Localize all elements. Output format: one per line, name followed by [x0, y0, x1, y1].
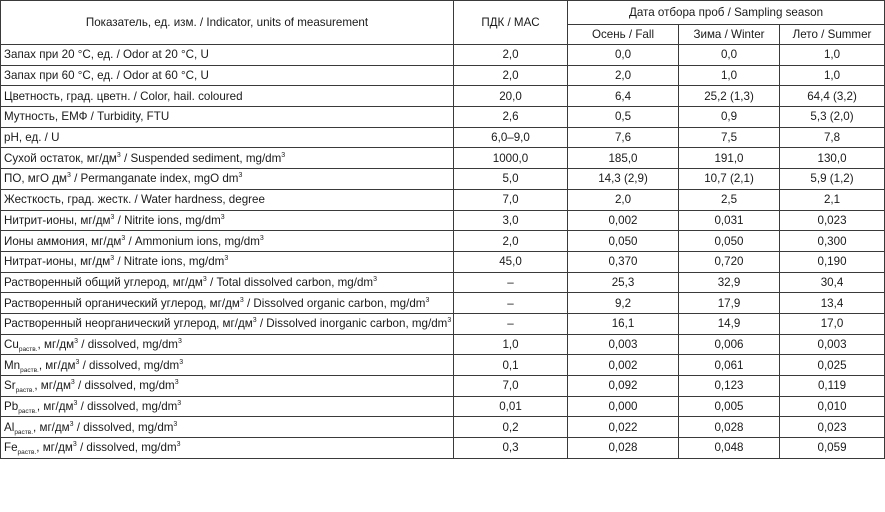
mac-value: 0,01: [454, 396, 568, 417]
indicator-superscript: 3: [173, 420, 178, 428]
mac-value: 0,2: [454, 417, 568, 438]
mac-value: 6,0–9,0: [454, 127, 568, 148]
indicator-cell: [1, 210, 454, 231]
table-row: [1, 45, 885, 66]
indicator-text: / dissolved, mg/dm: [73, 420, 174, 434]
indicator-text: Запах при 60 °C, ед. / Odor at 60 °C, U: [4, 69, 209, 83]
indicator-superscript: 3: [179, 358, 184, 366]
indicator-text: / Dissolved organic carbon, mg/dm: [243, 296, 426, 310]
indicator-text: / dissolved, mg/dm: [74, 379, 175, 393]
table-body: [1, 45, 885, 459]
indicator-text: Нитрит-ионы, мг/дм: [4, 213, 111, 227]
summer-value: 64,4 (3,2): [780, 86, 885, 107]
indicator-text: / dissolved, mg/dm: [79, 358, 180, 372]
winter-value: 0,123: [679, 376, 780, 397]
mac-value: 3,0: [454, 210, 568, 231]
indicator-superscript: 3: [176, 441, 181, 449]
summer-value: 5,3 (2,0): [780, 107, 885, 128]
fall-value: 0,000: [568, 396, 679, 417]
indicator-cell: [1, 272, 454, 293]
header-mac: ПДК / MAC: [454, 1, 568, 45]
table-row: [1, 355, 885, 376]
indicator-superscript: 3: [69, 420, 74, 428]
indicator-cell: [1, 231, 454, 252]
table-row: [1, 438, 885, 459]
fall-value: 2,0: [568, 189, 679, 210]
indicator-cell: [1, 169, 454, 190]
indicator-text: / Dissolved inorganic carbon, mg/dm: [256, 317, 448, 331]
indicator-cell: [1, 45, 454, 66]
winter-value: 0,0: [679, 45, 780, 66]
indicator-superscript: 3: [66, 172, 71, 180]
indicator-cell: [1, 334, 454, 355]
winter-value: 0,061: [679, 355, 780, 376]
indicator-text: / dissolved, mg/dm: [76, 441, 177, 455]
table-row: [1, 231, 885, 252]
table-row: [1, 251, 885, 272]
table-row: [1, 272, 885, 293]
summer-value: 0,003: [780, 334, 885, 355]
indicator-text: / Permanganate index, mgO dm: [70, 172, 239, 186]
summer-value: 0,023: [780, 417, 885, 438]
table-row: [1, 376, 885, 397]
header-sampling-season: Дата отбора проб / Sampling season: [568, 1, 885, 25]
indicator-text: , мг/дм: [36, 400, 74, 414]
table-row: [1, 65, 885, 86]
table-row: [1, 127, 885, 148]
indicator-superscript: 3: [447, 317, 452, 325]
summer-value: 17,0: [780, 313, 885, 334]
indicator-cell: [1, 376, 454, 397]
winter-value: 0,028: [679, 417, 780, 438]
fall-value: 2,0: [568, 65, 679, 86]
indicator-superscript: 3: [281, 151, 286, 159]
fall-value: 185,0: [568, 148, 679, 169]
indicator-superscript: 3: [72, 441, 77, 449]
indicator-text: Cu: [4, 337, 19, 351]
indicator-text: , мг/дм: [36, 441, 73, 455]
indicator-superscript: 3: [74, 337, 79, 345]
fall-value: 0,0: [568, 45, 679, 66]
mac-value: 20,0: [454, 86, 568, 107]
winter-value: 191,0: [679, 148, 780, 169]
summer-value: 30,4: [780, 272, 885, 293]
indicator-superscript: 3: [75, 358, 80, 366]
indicator-text: / Nitrate ions, mg/dm: [114, 255, 225, 269]
indicator-superscript: 3: [177, 337, 182, 345]
summer-value: 0,059: [780, 438, 885, 459]
indicator-text: ПО, мгО дм: [4, 172, 67, 186]
mac-value: 1000,0: [454, 148, 568, 169]
mac-value: 45,0: [454, 251, 568, 272]
indicator-subscript: раств.: [18, 345, 38, 353]
indicator-superscript: 3: [373, 275, 377, 283]
summer-value: 5,9 (1,2): [780, 169, 885, 190]
mac-value: 7,0: [454, 376, 568, 397]
indicator-cell: [1, 438, 454, 459]
winter-value: 0,050: [679, 231, 780, 252]
indicator-text: Мутность, ЕМФ / Turbidity, FTU: [4, 110, 170, 124]
summer-value: 2,1: [780, 189, 885, 210]
summer-value: 0,023: [780, 210, 885, 231]
indicator-text: Pb: [4, 400, 19, 414]
indicator-text: Нитрат-ионы, мг/дм: [4, 255, 111, 269]
mac-value: 0,3: [454, 438, 568, 459]
indicator-superscript: 3: [177, 400, 182, 408]
indicator-subscript: раств.: [15, 387, 35, 395]
indicator-text: Mn: [4, 358, 21, 372]
summer-value: 0,010: [780, 396, 885, 417]
indicator-superscript: 3: [224, 255, 229, 263]
winter-value: 0,006: [679, 334, 780, 355]
indicator-superscript: 3: [73, 400, 78, 408]
summer-value: 0,300: [780, 231, 885, 252]
winter-value: 17,9: [679, 293, 780, 314]
indicator-cell: [1, 396, 454, 417]
summer-value: 13,4: [780, 293, 885, 314]
indicator-text: , мг/дм: [33, 420, 70, 434]
summer-value: 0,025: [780, 355, 885, 376]
winter-value: 32,9: [679, 272, 780, 293]
indicator-cell: [1, 417, 454, 438]
indicator-text: , мг/дм: [37, 337, 75, 351]
fall-value: 0,022: [568, 417, 679, 438]
winter-value: 10,7 (2,1): [679, 169, 780, 190]
table-row: [1, 210, 885, 231]
mac-value: 2,0: [454, 231, 568, 252]
winter-value: 0,048: [679, 438, 780, 459]
fall-value: 9,2: [568, 293, 679, 314]
table-row: [1, 189, 885, 210]
indicator-cell: [1, 65, 454, 86]
mac-value: 1,0: [454, 334, 568, 355]
table-row: [1, 169, 885, 190]
indicator-text: Запах при 20 °C, ед. / Odor at 20 °C, U: [4, 48, 209, 62]
indicator-cell: [1, 251, 454, 272]
indicator-superscript: 3: [110, 255, 115, 263]
header-winter: Зима / Winter: [679, 25, 780, 45]
indicator-superscript: 3: [252, 317, 257, 325]
table-row: [1, 86, 885, 107]
mac-value: 5,0: [454, 169, 568, 190]
summer-value: 7,8: [780, 127, 885, 148]
indicator-cell: [1, 293, 454, 314]
mac-value: –: [454, 313, 568, 334]
indicator-superscript: 3: [110, 213, 115, 221]
indicator-superscript: 3: [174, 379, 179, 387]
indicator-text: / Nitrite ions, mg/dm: [114, 213, 221, 227]
fall-value: 14,3 (2,9): [568, 169, 679, 190]
table-row: [1, 313, 885, 334]
fall-value: 0,370: [568, 251, 679, 272]
indicator-text: Растворенный органический углерод, мг/дм: [4, 296, 240, 310]
table-row: [1, 417, 885, 438]
mac-value: 2,0: [454, 65, 568, 86]
indicator-superscript: 3: [116, 151, 121, 159]
table-row: [1, 396, 885, 417]
indicator-cell: [1, 355, 454, 376]
indicator-superscript: 3: [239, 296, 244, 304]
fall-value: 0,050: [568, 231, 679, 252]
fall-value: 7,6: [568, 127, 679, 148]
indicator-text: Al: [4, 420, 15, 434]
indicator-superscript: 3: [425, 296, 430, 304]
indicator-text: Цветность, град. цветн. / Color, hail. coloured: [4, 89, 243, 103]
indicator-text: Fe: [4, 441, 18, 455]
indicator-text: , мг/дм: [34, 379, 71, 393]
indicator-text: Растворенный неорганический углерод, мг/дм: [4, 317, 253, 331]
indicator-text: / Total dissolved carbon, mg/dm: [206, 275, 374, 289]
winter-value: 14,9: [679, 313, 780, 334]
indicator-text: Ионы аммония, мг/дм: [4, 234, 122, 248]
indicator-cell: [1, 107, 454, 128]
indicator-superscript: 3: [70, 379, 75, 387]
header-indicator: Показатель, ед. изм. / Indicator, units of measurement: [1, 1, 454, 45]
indicator-subscript: раств.: [14, 428, 34, 436]
header-fall: Осень / Fall: [568, 25, 679, 45]
mac-value: 2,6: [454, 107, 568, 128]
indicator-text: Sr: [4, 379, 16, 393]
fall-value: 0,092: [568, 376, 679, 397]
indicator-subscript: раств.: [18, 408, 37, 416]
summer-value: 1,0: [780, 65, 885, 86]
indicator-text: / Ammonium ions, mg/dm: [125, 234, 260, 248]
indicator-text: / Suspended sediment, mg/dm: [120, 151, 282, 165]
fall-value: 6,4: [568, 86, 679, 107]
indicator-cell: [1, 127, 454, 148]
fall-value: 0,028: [568, 438, 679, 459]
mac-value: –: [454, 293, 568, 314]
mac-value: 2,0: [454, 45, 568, 66]
fall-value: 0,5: [568, 107, 679, 128]
fall-value: 0,002: [568, 210, 679, 231]
table-row: [1, 293, 885, 314]
indicator-superscript: 3: [259, 234, 264, 242]
indicator-superscript: 3: [121, 234, 126, 242]
fall-value: 0,003: [568, 334, 679, 355]
indicator-text: pH, ед. / U: [4, 131, 60, 145]
fall-value: 25,3: [568, 272, 679, 293]
table-row: [1, 107, 885, 128]
header-summer: Лето / Summer: [780, 25, 885, 45]
table-row: [1, 148, 885, 169]
mac-value: 0,1: [454, 355, 568, 376]
indicator-text: Растворенный общий углерод, мг/дм: [4, 275, 203, 289]
indicator-subscript: раств.: [17, 449, 37, 457]
winter-value: 0,720: [679, 251, 780, 272]
mac-value: –: [454, 272, 568, 293]
winter-value: 1,0: [679, 65, 780, 86]
indicator-text: / dissolved, mg/dm: [77, 400, 178, 414]
indicator-cell: [1, 189, 454, 210]
mac-value: 7,0: [454, 189, 568, 210]
indicator-cell: [1, 148, 454, 169]
winter-value: 0,005: [679, 396, 780, 417]
winter-value: 7,5: [679, 127, 780, 148]
fall-value: 16,1: [568, 313, 679, 334]
winter-value: 2,5: [679, 189, 780, 210]
indicator-superscript: 3: [238, 172, 243, 180]
indicator-cell: [1, 86, 454, 107]
indicator-subscript: раств.: [20, 366, 39, 374]
indicator-cell: [1, 313, 454, 334]
winter-value: 25,2 (1,3): [679, 86, 780, 107]
summer-value: 130,0: [780, 148, 885, 169]
table-row: [1, 334, 885, 355]
indicator-text: , мг/дм: [38, 358, 76, 372]
summer-value: 0,119: [780, 376, 885, 397]
indicator-text: Сухой остаток, мг/дм: [4, 151, 117, 165]
summer-value: 0,190: [780, 251, 885, 272]
indicator-text: Жесткость, град. жестк. / Water hardness, degree: [4, 193, 265, 207]
indicator-superscript: 3: [202, 275, 207, 283]
winter-value: 0,9: [679, 107, 780, 128]
indicator-superscript: 3: [220, 213, 225, 221]
indicator-text: / dissolved, mg/dm: [78, 337, 178, 351]
winter-value: 0,031: [679, 210, 780, 231]
fall-value: 0,002: [568, 355, 679, 376]
summer-value: 1,0: [780, 45, 885, 66]
